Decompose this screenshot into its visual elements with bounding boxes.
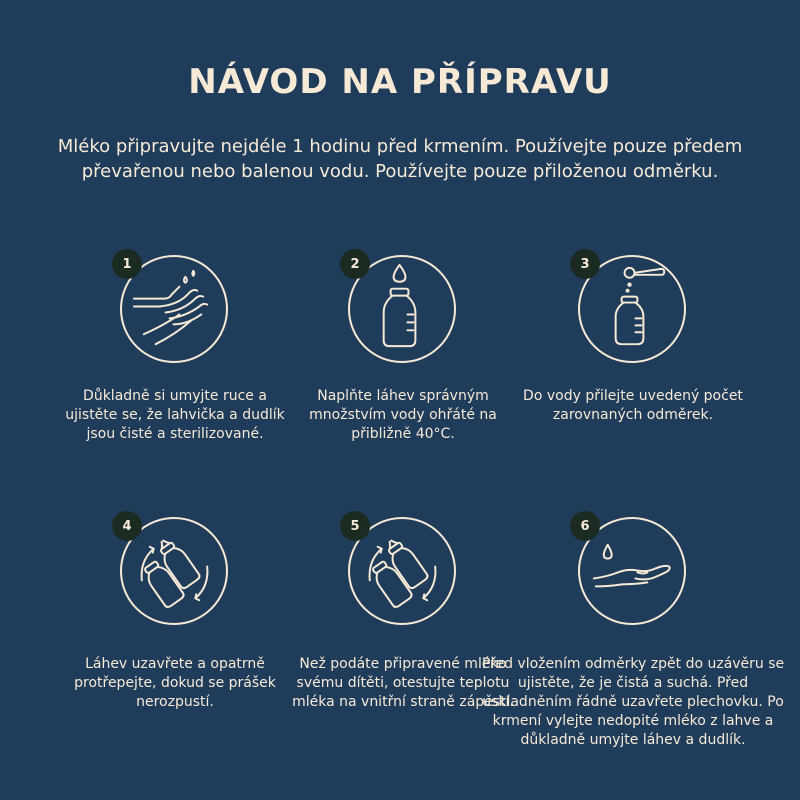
step-number-badge: 6 <box>570 511 600 541</box>
step-number-badge: 2 <box>340 249 370 279</box>
step-number-badge: 5 <box>340 511 370 541</box>
page-title: NÁVOD NA PŘÍPRAVU <box>188 62 612 102</box>
step-1-text: Důkladně si umyjte ruce a ujistěte se, že lahvička a dudlík jsou čisté a sterilizované. <box>65 388 285 442</box>
step-2-text: Naplňte láhev správným množstvím vody ohřáté na přibližně 40°C. <box>309 388 497 442</box>
step-1-illustration <box>120 255 230 365</box>
step-5-illustration <box>348 517 458 627</box>
step-2-illustration <box>348 255 458 365</box>
step-5-text: Než podáte připravené mléko svému dítěti, otestujte teplotu mléka na vnitřní straně zápěstí. <box>292 656 514 710</box>
step-6-illustration <box>578 517 688 627</box>
intro-text: Mléko připravujte nejdéle 1 hodinu před krmením. Používejte pouze předem převařenou nebo balenou vodu. Používejte pouze přiloženou odměrku. <box>57 136 743 182</box>
step-3-illustration <box>578 255 688 365</box>
step-3-text: Do vody přilejte uvedený počet zarovnaných odměrek. <box>523 388 743 423</box>
step-4-illustration <box>120 517 230 627</box>
step-6-text: Před vložením odměrky zpět do uzávěru se ujistěte, že je čistá a suchá. Před uskladněním řádně uzavřete plechovku. Po krmení vylejte nedopité mléko z lahve a důkladně umyjte láhev a dudlík. <box>481 656 785 748</box>
step-number-badge: 4 <box>112 511 142 541</box>
step-number-badge: 3 <box>570 249 600 279</box>
step-4-text: Láhev uzavřete a opatrně protřepejte, dokud se prášek nerozpustí. <box>74 656 276 710</box>
step-number-badge: 1 <box>112 249 142 279</box>
